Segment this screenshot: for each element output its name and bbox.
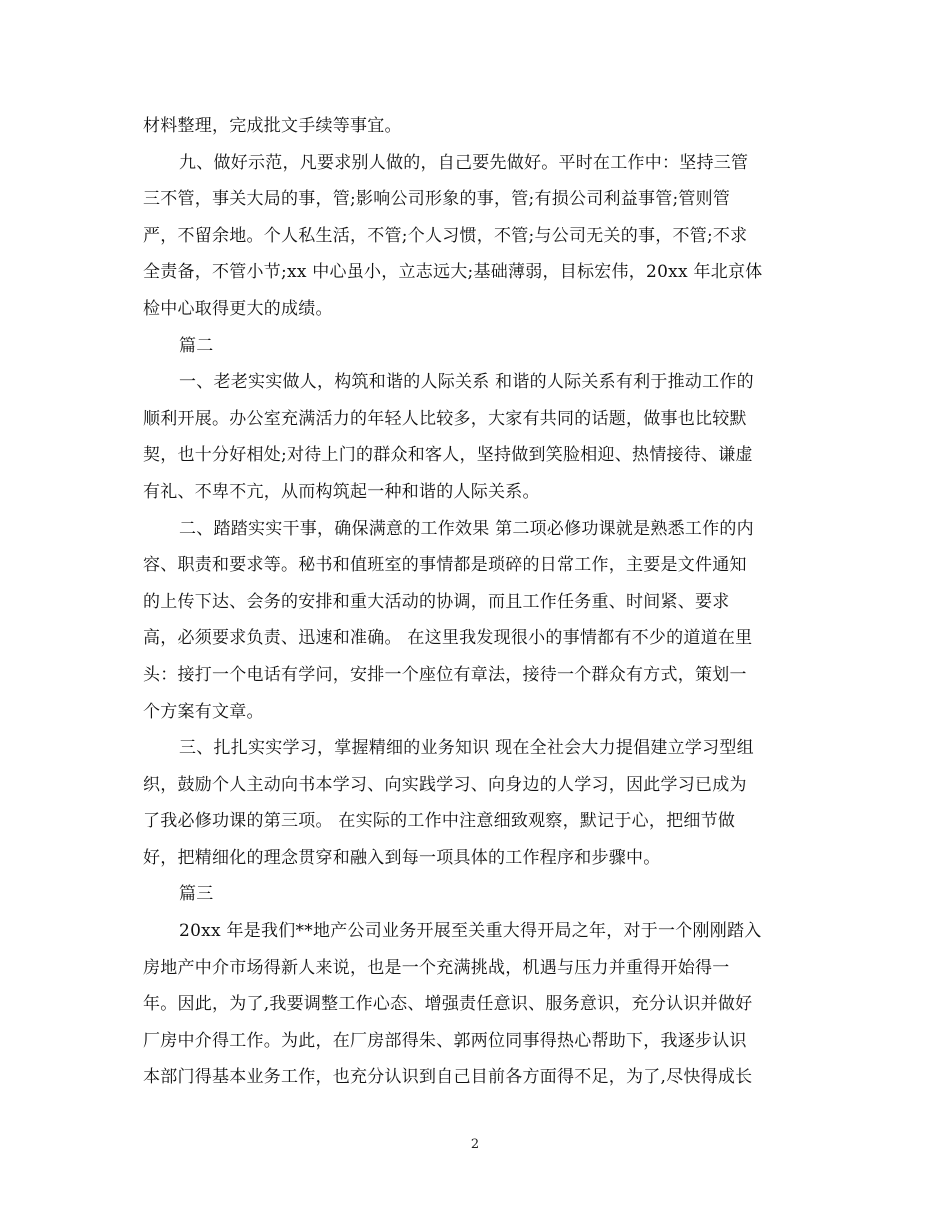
text-line: 有礼、不卑不亢，从而构筑起一种和谐的人际关系。	[143, 481, 540, 502]
text-line: 三、扎扎实实学习，掌握精细的业务知识 现在全社会大力提倡建立学习型组	[179, 738, 754, 759]
text-line: 九、做好示范，凡要求别人做的，自己要先做好。平时在工作中：坚持三管	[179, 152, 749, 173]
text-line: 了我必修功课的第三项。 在实际的工作中注意细致观察，默记于心，把细节做	[143, 811, 736, 832]
text-line: 好，把精细化的理念贯穿和融入到每一项具体的工作程序和步骤中。	[143, 847, 661, 868]
page-number: 2	[470, 1137, 480, 1152]
text-line: 本部门得基本业务工作，也充分认识到自己目前各方面得不足，为了,尽快得成长	[143, 1067, 753, 1088]
text-line: 一、老老实实做人，构筑和谐的人际关系 和谐的人际关系有利于推动工作的	[179, 372, 754, 393]
text-line: 严，不留余地。个人私生活，不管;个人习惯，不管;与公司无关的事，不管;不求	[143, 225, 748, 246]
text-line: 高，必须要求负责、迅速和准确。 在这里我发现很小的事情都有不少的道道在里	[143, 628, 753, 649]
document-body	[143, 108, 803, 1096]
text-line: 契，也十分好相处;对待上门的群众和客人，坚持做到笑脸相迎、热情接待、谦虚	[143, 445, 753, 466]
text-line: 头：接打一个电话有学问，安排一个座位有章法，接待一个群众有方式，策划一	[143, 664, 747, 685]
text-line: 容、职责和要求等。秘书和值班室的事情都是琐碎的日常工作，主要是文件通知	[143, 555, 747, 576]
text-line: 顺利开展。办公室充满活力的年轻人比较多，大家有共同的话题，做事也比较默	[143, 408, 747, 429]
text-line: 检中心取得更大的成绩。	[143, 298, 333, 319]
text-line: 房地产中介市场得新人来说，也是一个充满挑战，机遇与压力并重得开始得一	[143, 957, 730, 978]
text-line: 20xx 年是我们**地产公司业务开展至关重大得开局之年，对于一个刚刚踏入	[179, 921, 762, 942]
section-heading: 篇三	[179, 884, 214, 905]
text-line: 的上传下达、会务的安排和重大活动的协调，而且工作任务重、时间紧、要求	[143, 591, 730, 612]
text-line: 材料整理，完成批文手续等事宜。	[143, 116, 402, 136]
text-line: 全责备，不管小节;xx 中心虽小，立志远大;基础薄弱，目标宏伟，20xx 年北京体	[143, 262, 763, 283]
section-heading: 篇二	[179, 335, 214, 356]
text-line: 年。因此，为了,我要调整工作心态、增强责任意识、服务意识，充分认识并做好	[143, 994, 753, 1015]
text-line: 织，鼓励个人主动向书本学习、向实践学习、向身边的人学习，因此学习已成为	[143, 774, 747, 795]
text-line: 厂房中介得工作。为此，在厂房部得朱、郭两位同事得热心帮助下，我逐步认识	[143, 1030, 747, 1051]
text-line: 二、踏踏实实干事，确保满意的工作效果 第二项必修功课就是熟悉工作的内	[179, 518, 754, 539]
text-line: 个方案有文章。	[143, 701, 264, 722]
text-line: 三不管，事关大局的事，管;影响公司形象的事，管;有损公司利益事管;管则管	[143, 189, 731, 210]
